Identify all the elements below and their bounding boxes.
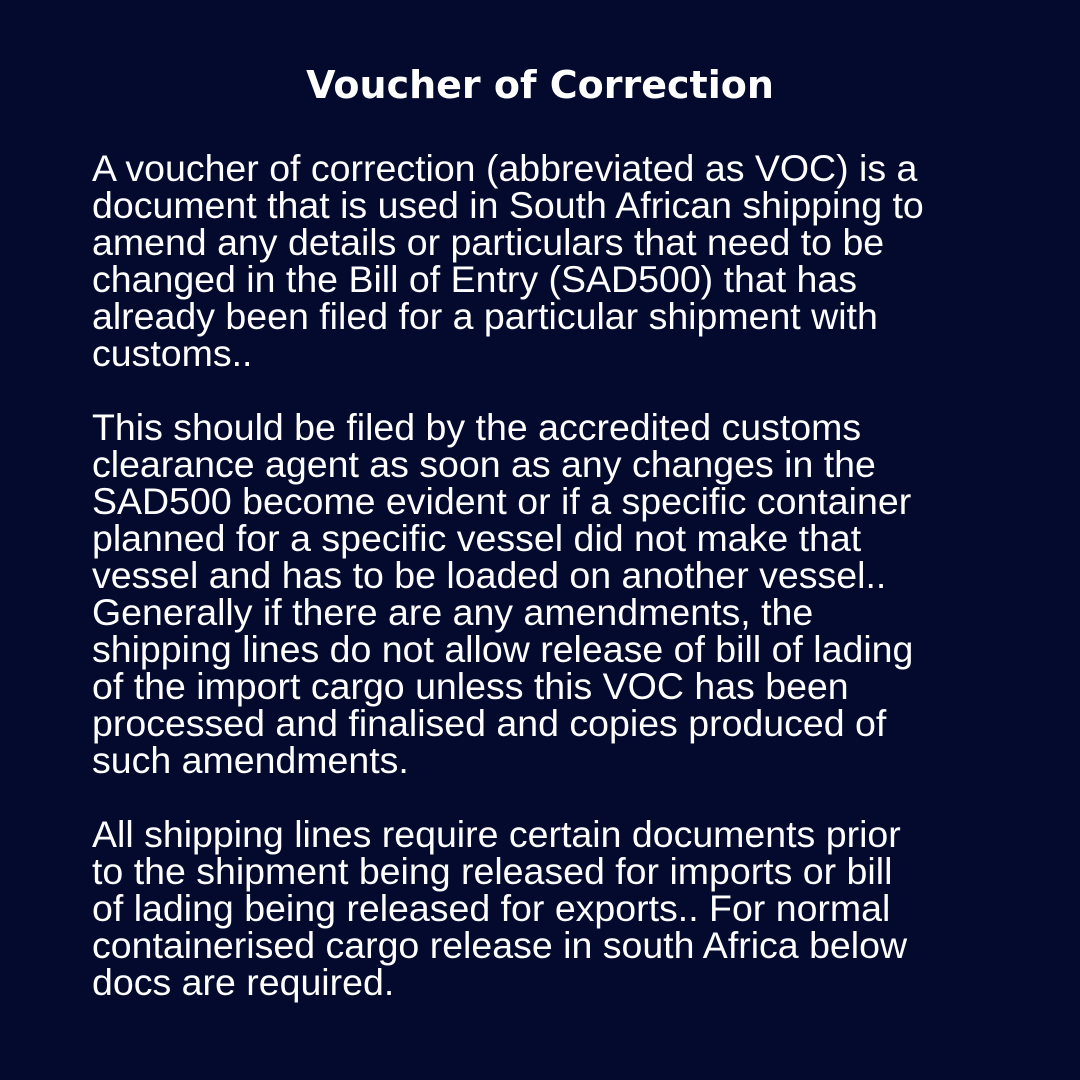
text-line: clearance agent as soon as any changes in the — [92, 443, 876, 485]
text-line: changed in the Bill of Entry (SAD500) that has — [92, 258, 858, 300]
text-line: of lading being released for exports.. For normal — [92, 887, 891, 929]
text-line: document that is used in South African shipping to — [92, 184, 924, 226]
text-line: A voucher of correction (abbreviated as VOC) is a — [92, 147, 918, 189]
text-line: of the import cargo unless this VOC has been — [92, 665, 849, 707]
text-line: customs.. — [92, 332, 253, 374]
text-line: shipping lines do not allow release of bill of lading — [92, 628, 914, 670]
text-line: This should be filed by the accredited customs — [92, 406, 862, 448]
text-line: planned for a specific vessel did not make that — [92, 517, 862, 559]
page-title: Voucher of Correction — [306, 63, 774, 107]
paragraph-filing — [92, 406, 992, 781]
text-line: such amendments. — [92, 739, 409, 781]
text-line: vessel and has to be loaded on another vessel.. — [92, 554, 887, 596]
text-line: to the shipment being released for imports or bill — [92, 850, 893, 892]
text-line: already been filed for a particular shipment with — [92, 295, 878, 337]
text-line: Generally if there are any amendments, the — [92, 591, 814, 633]
text-line: All shipping lines require certain documents prior — [92, 813, 901, 855]
text-line: SAD500 become evident or if a specific container — [92, 480, 912, 522]
text-line: processed and finalised and copies produced of — [92, 702, 887, 744]
text-line: containerised cargo release in south Africa below — [92, 924, 908, 966]
paragraph-documents — [92, 813, 992, 1003]
text-line: amend any details or particulars that need to be — [92, 221, 885, 263]
paragraph-definition — [92, 147, 992, 374]
text-line: docs are required. — [92, 961, 395, 1003]
